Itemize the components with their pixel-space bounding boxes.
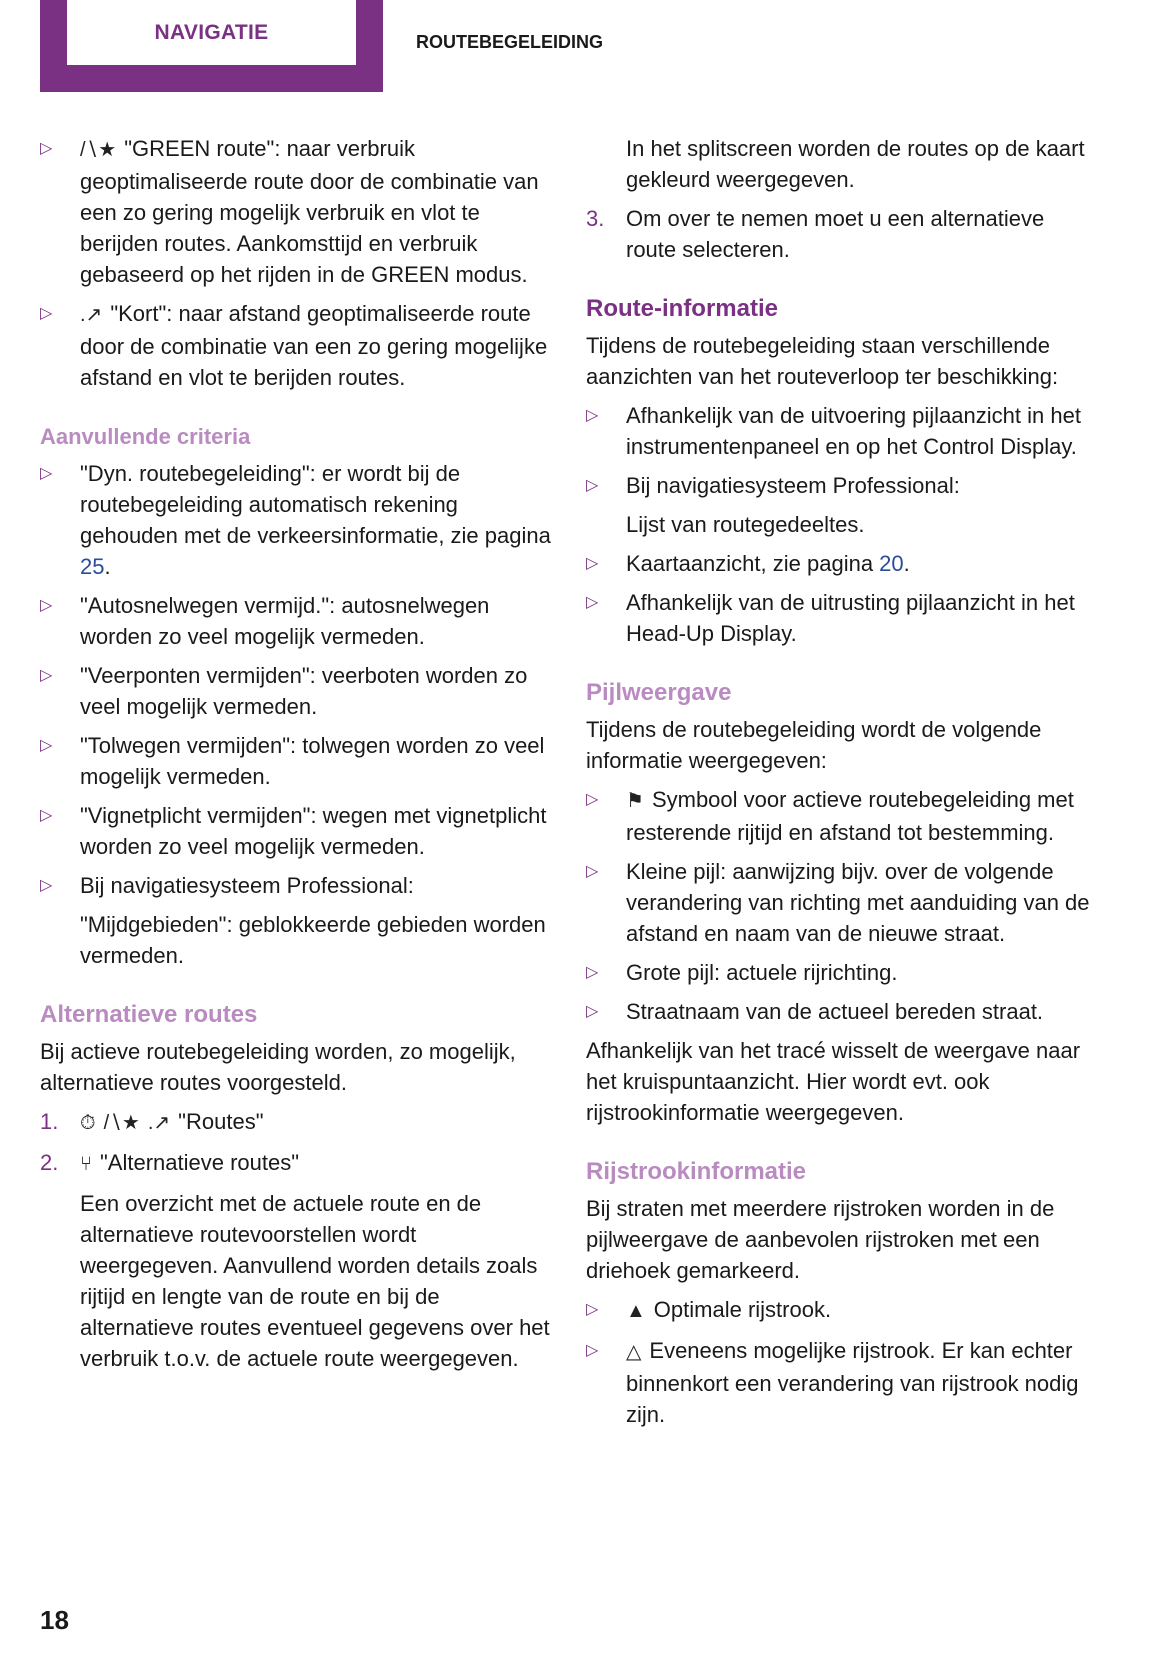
left-column xyxy=(40,133,555,1382)
bullet-triangle-icon: ▷ xyxy=(40,877,53,894)
item-text: Optimale rijstrook. xyxy=(653,1297,832,1322)
paragraph xyxy=(586,133,1096,195)
paragraph xyxy=(586,330,1096,392)
item-text: Om over te nemen moet u een alternatieve route selecteren. xyxy=(626,206,1045,262)
list-item xyxy=(40,730,555,792)
item-text: Grote pijl: actuele rijrichting. xyxy=(626,960,898,985)
item-text: "Alternatieve routes" xyxy=(100,1150,300,1175)
section-title: ROUTEBEGELEIDING xyxy=(416,32,604,52)
list-item xyxy=(586,1335,1096,1430)
list-item xyxy=(586,856,1096,949)
item-text: "Autosnelwegen vermijd.": autosnelwegen worden zo veel mogelijk vermeden. xyxy=(80,593,490,649)
alternative-routes-icon: ⑂ xyxy=(80,1153,92,1175)
bullet-triangle-icon: ▷ xyxy=(586,555,599,572)
item-text: "Kort": naar afstand geoptimaliseerde route door de combinatie van een zo gering mogelijke afstand en vlot te berijden routes. xyxy=(80,301,548,390)
item-text: Eveneens mogelijke rijstrook. Er kan echter binnenkort een verandering van rijstrook nodig zijn. xyxy=(626,1338,1079,1427)
route-guidance-flag-icon: ⚑ xyxy=(626,790,644,812)
bullet-triangle-icon: ▷ xyxy=(586,477,599,494)
item-text: Afhankelijk van de uitvoering pijlaanzicht in het instrumentenpaneel en op het Control Display. xyxy=(626,403,1081,459)
section-heading: Route-informatie xyxy=(586,295,778,322)
paragraph xyxy=(586,1193,1096,1286)
bullet-triangle-icon: ▷ xyxy=(40,667,53,684)
list-item xyxy=(586,400,1096,462)
list-item xyxy=(40,133,555,290)
item-text: "Veerponten vermijden": veerboten worden zo veel mogelijk vermeden. xyxy=(80,663,528,719)
chapter-tab xyxy=(40,0,383,92)
chapter-title: NAVIGATIE xyxy=(154,20,269,44)
list-item xyxy=(586,996,1096,1027)
list-item xyxy=(586,470,1096,501)
green-route-icon: /∖★ xyxy=(103,1112,140,1134)
list-item xyxy=(40,870,555,901)
item-text: Bij navigatiesysteem Professional: xyxy=(80,873,414,898)
step-number: 3. xyxy=(586,206,605,231)
step-number: 2. xyxy=(40,1150,59,1175)
item-text: In het splitscreen worden de routes op de kaart gekleurd weergegeven. xyxy=(626,136,1085,192)
item-text: "Mijdgebieden": geblokkeerde gebieden worden vermeden. xyxy=(80,912,546,968)
bullet-triangle-icon: ▷ xyxy=(40,597,53,614)
bullet-triangle-icon: ▷ xyxy=(586,594,599,611)
numbered-step xyxy=(586,203,1096,265)
item-text: Afhankelijk van de uitrusting pijlaanzicht in het Head-Up Display. xyxy=(626,590,1075,646)
item-text: Lijst van routegedeeltes. xyxy=(626,512,865,537)
green-route-icon: /∖★ xyxy=(80,139,117,161)
item-text: Symbool voor actieve routebegeleiding met resterende rijtijd en afstand tot bestemming. xyxy=(626,787,1074,845)
bullet-triangle-icon: ▷ xyxy=(586,1003,599,1020)
paragraph xyxy=(586,509,1096,540)
item-text: Kleine pijl: aanwijzing bijv. over de volgende verandering van richting met aanduiding van de afstand en naam van de nieuwe straat. xyxy=(626,859,1090,946)
section-heading: Aanvullende criteria xyxy=(40,424,251,449)
page-number: 18 xyxy=(40,1605,69,1635)
item-text: Bij actieve routebegeleiding worden, zo mogelijk, alternatieve routes voorgesteld. xyxy=(40,1039,516,1095)
item-text: Bij straten met meerdere rijstroken worden in de pijlweergave de aanbevolen rijstroken met een driehoek gemarkeerd. xyxy=(586,1196,1055,1283)
bullet-triangle-icon: ▷ xyxy=(40,140,53,157)
item-text: "Tolwegen vermijden": tolwegen worden zo veel mogelijk vermeden. xyxy=(80,733,545,789)
item-text: Tijdens de routebegeleiding staan verschillende aanzichten van het routeverloop ter beschikking: xyxy=(586,333,1059,389)
bullet-triangle-icon: ▷ xyxy=(586,1342,599,1359)
item-text: "GREEN route": naar verbruik geoptimaliseerde route door de combinatie van een zo gering mogelijk verbruik en vlot te berijden routes. Aankomsttijd en verbruik gebaseerd op het rijden in de GREEN modus. xyxy=(80,136,539,287)
short-route-icon: .↗ xyxy=(80,304,103,326)
bullet-triangle-icon: ▷ xyxy=(586,407,599,424)
section-heading: Pijlweergave xyxy=(586,679,732,706)
item-text: Bij navigatiesysteem Professional: xyxy=(626,473,960,498)
item-text: Een overzicht met de actuele route en de alternatieve routevoorstellen wordt weergegeven. Aanvullend worden details zoals rijtijd en lengte van de route en bij de alternatieve routes eventueel gegevens over het verbruik t.o.v. de actuele route weergegeven. xyxy=(80,1191,550,1371)
list-item xyxy=(40,590,555,652)
item-text: Afhankelijk van het tracé wisselt de weergave naar het kruispuntaanzicht. Hier wordt evt. ook rijstrookinformatie weergegeven. xyxy=(586,1038,1081,1125)
paragraph xyxy=(40,909,555,971)
page-link[interactable]: 25 xyxy=(80,554,105,579)
section-heading: Alternatieve routes xyxy=(40,1001,258,1028)
short-route-icon: .↗ xyxy=(147,1112,171,1134)
item-text: Tijdens de routebegeleiding wordt de volgende informatie weergegeven: xyxy=(586,717,1042,773)
bullet-triangle-icon: ▷ xyxy=(586,791,599,808)
paragraph xyxy=(586,714,1096,776)
item-text-end: . xyxy=(903,551,910,576)
chapter-tab-inner xyxy=(67,0,356,65)
list-item xyxy=(586,957,1096,988)
item-text: Kaartaanzicht, zie pagina xyxy=(626,551,880,576)
bullet-triangle-icon: ▷ xyxy=(40,807,53,824)
paragraph xyxy=(586,1035,1096,1128)
paragraph xyxy=(40,1036,555,1098)
list-item xyxy=(40,298,555,393)
item-text: "Routes" xyxy=(178,1109,264,1134)
item-text: "Vignetplicht vermijden": wegen met vignetplicht worden zo veel mogelijk vermeden. xyxy=(80,803,547,859)
step-number: 1. xyxy=(40,1109,59,1134)
bullet-triangle-icon: ▷ xyxy=(586,964,599,981)
list-item xyxy=(586,1294,1096,1327)
stopwatch-icon: ⏱ xyxy=(80,1112,96,1134)
item-text: Straatnaam van de actueel bereden straat. xyxy=(626,999,1044,1024)
section-heading: Rijstrookinformatie xyxy=(586,1158,807,1185)
bullet-triangle-icon: ▷ xyxy=(586,863,599,880)
outline-triangle-icon: △ xyxy=(626,1341,642,1363)
item-text-end: . xyxy=(104,554,111,579)
bullet-triangle-icon: ▷ xyxy=(40,465,53,482)
page-link[interactable]: 20 xyxy=(879,551,904,576)
item-text: "Dyn. routebegeleiding": er wordt bij de routebegeleiding automatisch rekening gehouden met de verkeersinformatie, zie pagina xyxy=(80,461,551,548)
list-item xyxy=(40,458,555,582)
bullet-triangle-icon: ▷ xyxy=(40,737,53,754)
list-item xyxy=(586,548,1096,579)
numbered-step xyxy=(40,1147,555,1180)
filled-triangle-icon: ▲ xyxy=(626,1300,646,1322)
list-item xyxy=(40,660,555,722)
bullet-triangle-icon: ▷ xyxy=(40,305,53,322)
numbered-step xyxy=(40,1106,555,1139)
bullet-triangle-icon: ▷ xyxy=(586,1301,599,1318)
list-item xyxy=(586,784,1096,848)
list-item xyxy=(586,587,1096,649)
paragraph xyxy=(40,1188,555,1374)
list-item xyxy=(40,800,555,862)
right-column xyxy=(586,133,1096,1438)
